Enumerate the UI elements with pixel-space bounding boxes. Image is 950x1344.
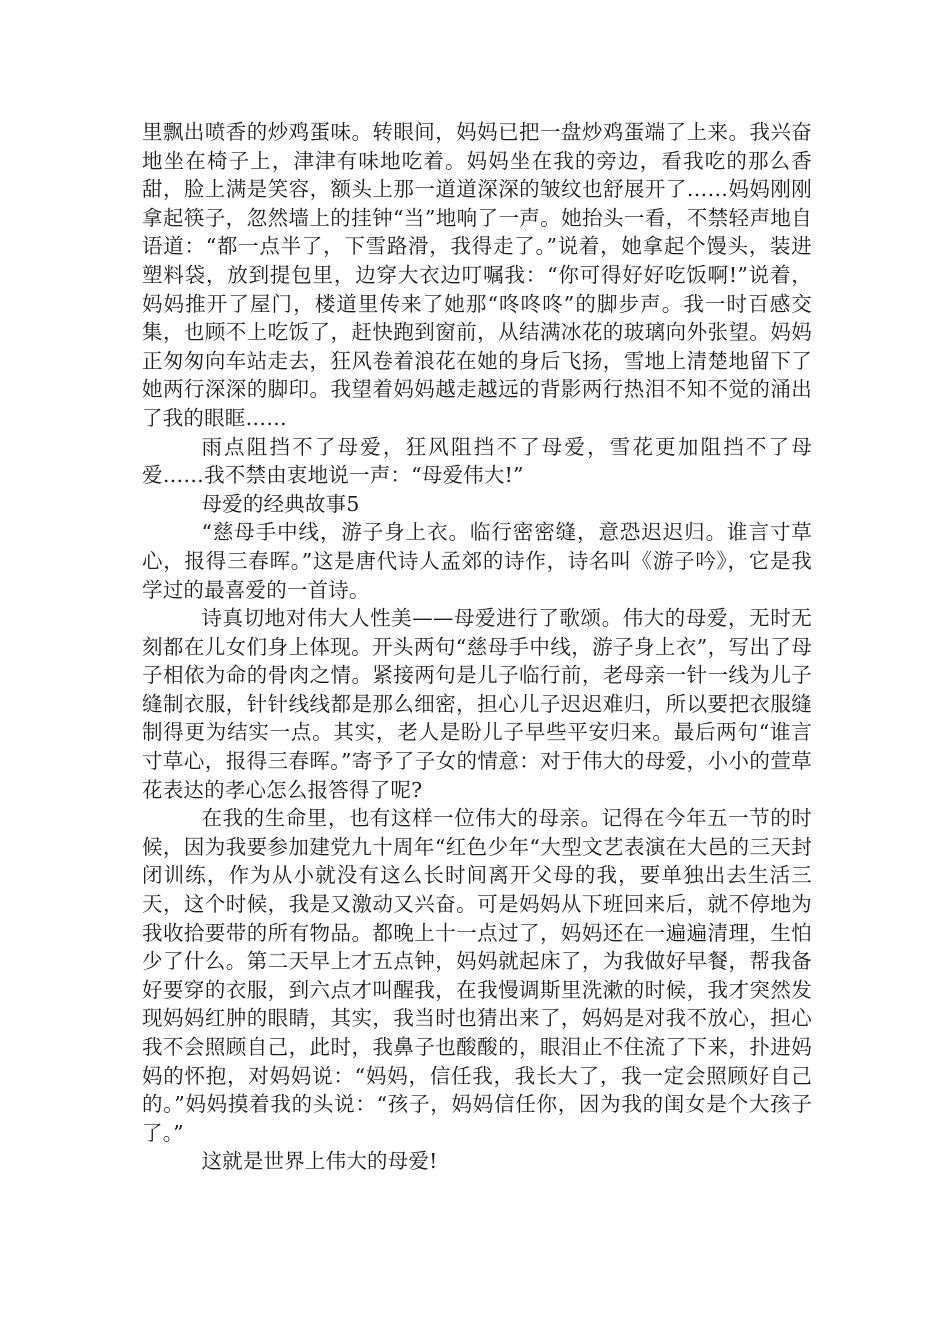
paragraph-poem: “慈母手中线，游子身上衣。临行密密缝，意恐迟迟归。谁言寸草心，报得三春晖。”这是唐代诗人孟郊的诗作，诗名叫《游子吟》，它是我学过的最喜爱的一首诗。 bbox=[142, 520, 812, 602]
paragraph-continuation: 里飘出喷香的炒鸡蛋味。转眼间，妈妈已把一盘炒鸡蛋端了上来。我兴奋地坐在椅子上，津津有味地吃着。妈妈坐在我的旁边，看我吃的那么香甜，脸上满是笑容，额头上那一道道深深的皱纹也舒展开了……妈妈刚刚拿起筷子，忽然墙上的挂钟“当”地响了一声。她抬头一看，不禁轻声地自语道：“都一点半了，下雪路滑，我得走了。”说着，她拿起个馒头，装进塑料袋，放到提包里，边穿大衣边叮嘱我：“你可得好好吃饭啊!”说着，妈妈推开了屋门，楼道里传来了她那“咚咚咚”的脚步声。我一时百感交集，也顾不上吃饭了，赶快跑到窗前，从结满冰花的玻璃向外张望。妈妈正匆匆向车站走去，狂风卷着浪花在她的身后飞扬，雪地上清楚地留下了她两行深深的脚印。我望着妈妈越走越远的背影两行热泪不知不觉的涌出了我的眼眶…… bbox=[142, 120, 812, 430]
story-heading: 母爱的经典故事5 bbox=[201, 491, 360, 516]
paragraph-poem-analysis: 诗真切地对伟大人性美——母爱进行了歌颂。伟大的母爱，无时无刻都在儿女们身上体现。开头两句“慈母手中线，游子身上衣”，写出了母子相依为命的骨肉之情。紧接两句是儿子临行前，老母亲一针一线为儿子缝制衣服，针针线线都是那么细密，担心儿子迟迟难归，所以要把衣服缝制得更为结实一点。其实，老人是盼儿子早些平安归来。最后两句“谁言寸草心，报得三春晖。”寄予了子女的情意：对于伟大的母爱，小小的萱草花表达的孝心怎么报答得了呢? bbox=[142, 606, 812, 802]
paragraph-personal-story: 在我的生命里，也有这样一位伟大的母亲。记得在今年五一节的时候，因为我要参加建党九十周年“红色少年“大型文艺表演在大邑的三天封闭训练，作为从小就没有这么长时间离开父母的我，要单独出去生活三天，这个时候，我是又激动又兴奋。可是妈妈从下班回来后，就不停地为我收拾要带的所有物品。都晚上十一点过了，妈妈还在一遍遍清理，生怕少了什么。第二天早上才五点钟，妈妈就起床了，为我做好早餐，帮我备好要穿的衣服，到六点才叫醒我，在我慢调斯里洗漱的时候，我才突然发现妈妈红肿的眼睛，其实，我当时也猜出来了，妈妈是对我不放心，担心我不会照顾自己，此时，我鼻子也酸酸的，眼泪止不住流了下来，扑进妈妈的怀抱，对妈妈说：“妈妈，信任我，我长大了，我一定会照顾好自己的。”妈妈摸着我的头说：“孩子，妈妈信任你，因为我的闺女是个大孩子了。” bbox=[142, 806, 812, 1145]
paragraph-closing: 这就是世界上伟大的母爱! bbox=[201, 1149, 438, 1174]
document-body bbox=[142, 118, 812, 1176]
paragraph-mother-love-conclusion: 雨点阻挡不了母爱，狂风阻挡不了母爱，雪花更加阻挡不了母爱……我不禁由衷地说一声：“母爱伟大!” bbox=[142, 434, 812, 488]
